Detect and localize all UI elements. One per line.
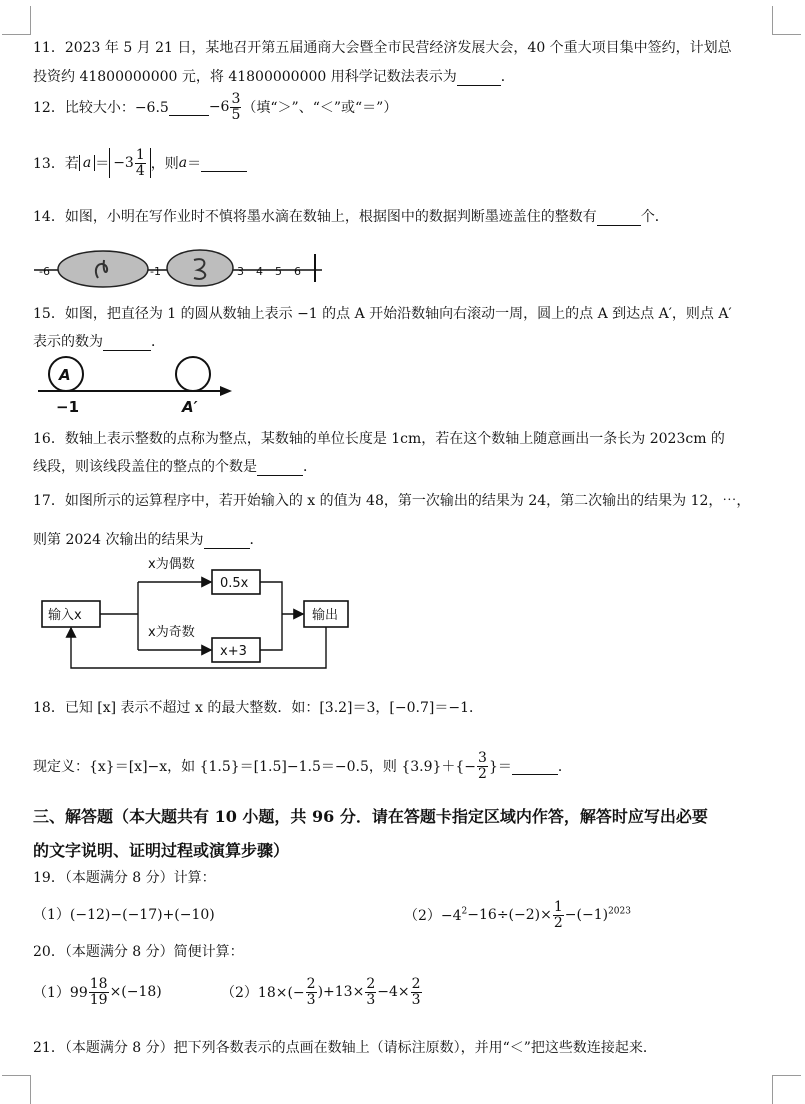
q12-prefix: 12．比较大小：−6.5	[33, 100, 169, 117]
q17-even-op: 0.5x	[220, 576, 249, 591]
q11-end: ．	[500, 69, 515, 85]
q19-part1: （1）(−12)−(−17)+(−10)	[33, 907, 215, 923]
q19-part2-a: （2）−4	[404, 908, 462, 925]
q13-prefix: 13．若	[33, 156, 79, 173]
q20-fraction	[89, 977, 109, 1007]
q14-tick-label: 5	[275, 265, 282, 278]
q20-numerator: 2	[306, 976, 316, 992]
q20-fraction	[411, 977, 422, 1007]
crop-mark-top-left	[2, 6, 31, 35]
q16-line1: 16．数轴上表示整数的点称为整点，某数轴的单位长度是 1cm，若在这个数轴上随意画出一条长为 2023cm 的	[33, 431, 725, 447]
crop-mark-bottom-right	[772, 1075, 801, 1104]
q11-answer-blank[interactable]	[457, 69, 501, 86]
q20-part2-b: )+13×	[317, 984, 365, 1001]
q15-tick-minus-one: −1	[56, 398, 80, 416]
q13-abs-value	[109, 148, 151, 178]
q17-odd-condition: x为奇数	[148, 625, 195, 640]
q11-line2	[33, 66, 515, 86]
q19-head: 19．（本题满分 8 分）计算：	[33, 870, 216, 886]
q13-answer-blank[interactable]	[201, 155, 247, 172]
q14-answer-blank[interactable]	[597, 209, 641, 226]
q19-part2-exp2: 2023	[608, 906, 631, 917]
q20-fraction	[365, 977, 376, 1007]
q17-connector	[260, 582, 282, 650]
q19-fraction	[553, 900, 564, 930]
q17-flowchart	[30, 556, 360, 676]
section3-heading-line2: 的文字说明、证明过程或演算步骤）	[33, 841, 290, 860]
q20-fraction	[306, 977, 317, 1007]
q14-tick-label: 4	[256, 265, 263, 278]
q20-head: 20．（本题满分 8 分）简便计算：	[33, 944, 244, 960]
q14-text: 14．如图，小明在写作业时不慎将墨水滴在数轴上，根据图中的数据判断墨迹盖住的整数有	[33, 209, 597, 225]
q19-part2-exp: 2	[461, 906, 468, 917]
section3-heading-line1: 三、解答题（本大题共有 10 小题，共 96 分．请在答题卡指定区域内作答，解答时应写出必要	[33, 807, 708, 826]
q14-tick-label: -1	[150, 265, 161, 278]
q16-line2-text: 线段，则该线段盖住的整点的个数是	[33, 459, 257, 475]
q20-denominator: 19	[89, 991, 108, 1008]
q13-abs-a: a	[79, 155, 95, 171]
q20-numerator: 2	[366, 976, 376, 992]
q16-end: ．	[303, 459, 317, 475]
q20-denominator: 3	[411, 991, 421, 1008]
q20-part2-a: （2）18×(−	[221, 985, 305, 1002]
q18-fraction	[477, 751, 488, 781]
q20-numerator: 18	[89, 976, 108, 992]
q14-tick-label: -6	[39, 265, 50, 278]
q19-numerator: 1	[553, 899, 563, 915]
q18-line2	[33, 751, 572, 781]
q11-line1: 11．2023 年 5 月 21 日，某地召开第五届通商大会暨全市民营经济发展大会，40 个重大项目集中签约，计划总	[33, 40, 732, 56]
q14-tick-label: 3	[237, 265, 244, 278]
q19-part2	[404, 900, 631, 930]
q16-line2	[33, 456, 317, 476]
q13-tail-eq: ＝	[187, 156, 202, 173]
q15-line2	[33, 331, 165, 351]
q17-line2-text: 则第 2024 次输出的结果为	[33, 532, 204, 548]
q14-line	[33, 206, 669, 226]
q15-point-a: A	[59, 366, 71, 384]
q18-end: ．	[557, 759, 572, 776]
q20-part1	[33, 977, 162, 1007]
q17-line1: 17．如图所示的运算程序中，若开始输入的 x 的值为 48，第一次输出的结果为 24，第二次输出的结果为 12，⋯，	[33, 493, 751, 509]
q14-number-line-figure	[30, 238, 330, 288]
q11-line2-text: 投资约 41800000000 元，将 41800000000 用科学记数法表示为	[33, 69, 457, 85]
q12-numerator: 3	[231, 91, 241, 107]
q21-line: 21．（本题满分 8 分）把下列各数表示的点画在数轴上（请标注原数），并用“＜”把这些数连接起来．	[33, 1040, 657, 1056]
q13-denominator: 4	[135, 162, 145, 179]
q14-tick-label: 6	[294, 265, 301, 278]
q20-denominator: 3	[366, 991, 376, 1008]
q15-line1: 15．如图，把直径为 1 的圆从数轴上表示 −1 的点 A 开始沿数轴向右滚动一周，圆上的点 A 到达点 A′，则点 A′	[33, 306, 732, 322]
q14-end: 个．	[640, 209, 669, 225]
q18-line2-b: }＝	[488, 759, 512, 776]
q12-denominator: 5	[231, 106, 241, 123]
q13-mid: ，则	[150, 156, 179, 173]
q12-suffix: （填“＞”、“＜”或“＝”）	[242, 100, 398, 117]
q20-part1-b: ×(−18)	[109, 984, 162, 1001]
q17-answer-blank[interactable]	[204, 532, 250, 549]
q20-part2	[221, 977, 423, 1007]
crop-mark-top-right	[772, 6, 801, 35]
q12-answer-blank[interactable]	[169, 99, 209, 116]
q20-numerator: 2	[411, 976, 421, 992]
q19-part2-b: −16÷(−2)×	[467, 907, 552, 924]
q18-line2-a: 现定义：{x}＝[x]−x，如 {1.5}＝[1.5]−1.5＝−0.5，则 {3.9}＋{−	[33, 759, 477, 776]
q15-line2-text: 表示的数为	[33, 334, 103, 350]
q18-denominator: 2	[478, 765, 487, 782]
q18-answer-blank[interactable]	[512, 758, 558, 775]
q12-whole: −6	[208, 99, 230, 116]
q13-line	[33, 148, 247, 178]
q13-inner: −3	[113, 155, 134, 172]
q17-input-label: 输入x	[48, 608, 82, 623]
q12-fraction	[230, 92, 241, 122]
q13-numerator: 1	[135, 147, 145, 163]
q17-line2	[33, 529, 264, 549]
q20-part2-c: −4×	[377, 984, 410, 1001]
q17-loop-back	[71, 627, 326, 668]
q15-circle-end	[176, 357, 210, 391]
q16-answer-blank[interactable]	[257, 459, 303, 476]
crop-mark-bottom-left	[2, 1075, 31, 1104]
q20-denominator: 3	[306, 991, 316, 1008]
q19-denominator: 2	[553, 914, 563, 931]
q15-point-a-prime: A′	[182, 398, 198, 416]
q17-even-condition: x为偶数	[148, 557, 195, 572]
q12-line	[33, 92, 397, 122]
q15-arrow-head	[220, 386, 232, 396]
q20-part1-a: （1）99	[33, 985, 88, 1002]
q13-tail-var: a	[178, 155, 188, 172]
q18-numerator: 3	[478, 750, 487, 766]
q15-answer-blank[interactable]	[103, 334, 151, 351]
q13-fraction	[135, 148, 146, 178]
q17-odd-op: x+3	[220, 644, 247, 659]
q17-output-label: 输出	[312, 608, 339, 623]
q15-end: ．	[151, 334, 165, 350]
q13-eq: ＝	[95, 156, 110, 173]
q17-end: ．	[249, 532, 264, 548]
q15-rolling-circle-figure	[30, 352, 240, 418]
q18-line1: 18．已知 [x] 表示不超过 x 的最大整数．如：[3.2]＝3，[−0.7]＝−1．	[33, 700, 483, 716]
q19-part2-c: −(−1)	[564, 907, 609, 924]
